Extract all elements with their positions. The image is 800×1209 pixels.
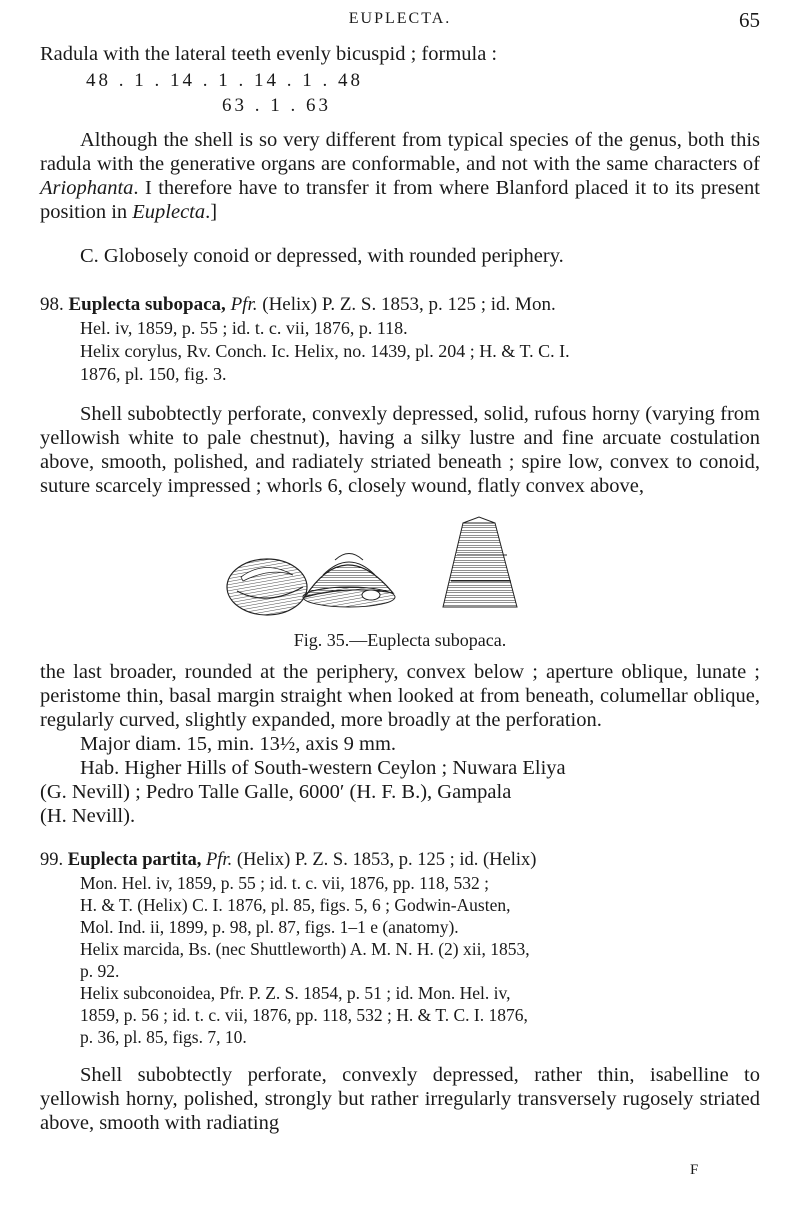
sp99-refs-8: 1859, p. 56 ; id. t. c. vii, 1876, pp. 118, 532 ; H. & T. C. I. 1876, [80,1005,528,1025]
section-c-heading: C. Globosely conoid or depressed, with rounded periphery. [80,245,564,267]
running-head [0,8,800,36]
sp98-habitat-1: Hab. Higher Hills of South-western Ceylon ; Nuwara Eliya [80,757,566,779]
sp99-refs-1: (Helix) P. Z. S. 1853, p. 125 ; id. (Helix) [236,850,537,870]
sp98-refs-1: (Helix) P. Z. S. 1853, p. 125 ; id. Mon. [262,294,556,315]
sp98-refs-3: Helix corylus, Rv. Conch. Ic. Helix, no. 1439, pl. 204 ; H. & T. C. I. [80,341,570,361]
sp98-header [40,294,556,316]
sp98-refs-2: Hel. iv, 1859, p. 55 ; id. t. c. vii, 1876, p. 118. [80,318,408,338]
sp99-refs-7: Helix subconoidea, Pfr. P. Z. S. 1854, p. 51 ; id. Mon. Hel. iv, [80,983,511,1003]
radula-intro: Radula with the lateral teeth evenly bicuspid ; formula : [40,43,498,65]
sp98-description: Shell subobtectly perforate, convexly depressed, solid, rufous horny (varying from yellowish white to pale chestnut), having a silky lustre and fine arcuate costulation above, smooth, polished, and radiately striated beneath ; spire low, convex to conoid, suture scarcely impressed ; whorls 6, closely wound, flatly convex above, [40,403,760,497]
sp98-name: Euplecta subopaca, [68,294,226,315]
sp99-refs-9: p. 36, pl. 85, figs. 7, 10. [80,1027,247,1047]
sp99-refs-3: H. & T. (Helix) C. I. 1876, pl. 85, figs. 5, 6 ; Godwin-Austen, [80,895,511,915]
sp99-refs-4: Mol. Ind. ii, 1899, p. 98, pl. 87, figs. 1–1 e (anatomy). [80,917,459,937]
figure-35 [225,515,585,625]
shell-bottom-view [443,517,517,607]
figure-caption: Fig. 35.—Euplecta subopaca. [293,630,507,650]
sp99-refs-5: Helix marcida, Bs. (nec Shuttleworth) A. M. N. H. (2) xii, 1853, [80,939,530,959]
sp98-refs-4: 1876, pl. 150, fig. 3. [80,364,227,384]
radula-formula-top: 48 . 1 . 14 . 1 . 14 . 1 . 48 [86,70,363,91]
genus-euplecta: Euplecta [132,201,206,223]
sp98-description-cont: the last broader, rounded at the periphery, convex below ; aperture oblique, lunate ; peristome thin, basal margin straight when looked at from beneath, columellar oblique, regularly curved, slightly expanded, more broadly at the perforation. [40,661,760,731]
sp98-measurements: Major diam. 15, min. 13½, axis 9 mm. [80,733,397,755]
sp98-number: 98. [40,294,64,315]
sp99-description: Shell subobtectly perforate, convexly depressed, rather thin, isabelline to yellowish horny, polished, strongly but rather irregularly transversely rugosely striated above, smooth with radiating [40,1064,760,1134]
radula-para-text-2: have to transfer it from where Blanford placed it to its present position in [40,177,760,223]
sp99-refs-2: Mon. Hel. iv, 1859, p. 55 ; id. t. c. vii, 1876, pp. 118, 532 ; [80,873,489,893]
sp99-name: Euplecta partita, [67,850,202,870]
radula-para-text-1: Although the shell is so very different from typical species of the genus, both this radula with the generative organs are conformable, and not with the same characters of [40,129,760,175]
sp99-refs-6: p. 92. [80,961,120,981]
shell-illustrations [225,515,585,625]
signature-mark: F [690,1162,699,1178]
shell-top-view [227,559,307,615]
shell-side-view [303,554,395,608]
sp99-header [40,850,536,871]
page-number: 65 [739,8,760,32]
sp98-habitat-2: (G. Nevill) ; Pedro Talle Galle, 6000′ (H. F. B.), Gampala [40,781,512,803]
radula-paragraph: Although the shell is so very different from typical species of the genus, both this radula with the generative organs are conformable, and not with the same characters of Ariophanta. I therefore have to transfer it from where Blanford placed it to its present position in Euplecta.] [40,129,760,223]
sp99-number: 99. [40,850,64,870]
genus-ariophanta: Ariophanta [40,177,134,199]
radula-formula-bottom: 63 . 1 . 63 [222,95,331,116]
running-title: EUPLECTA. [348,10,452,27]
sp98-habitat-3: (H. Nevill). [40,805,136,827]
sp98-authority: Pfr. [230,294,258,315]
sp99-authority: Pfr. [205,850,233,870]
